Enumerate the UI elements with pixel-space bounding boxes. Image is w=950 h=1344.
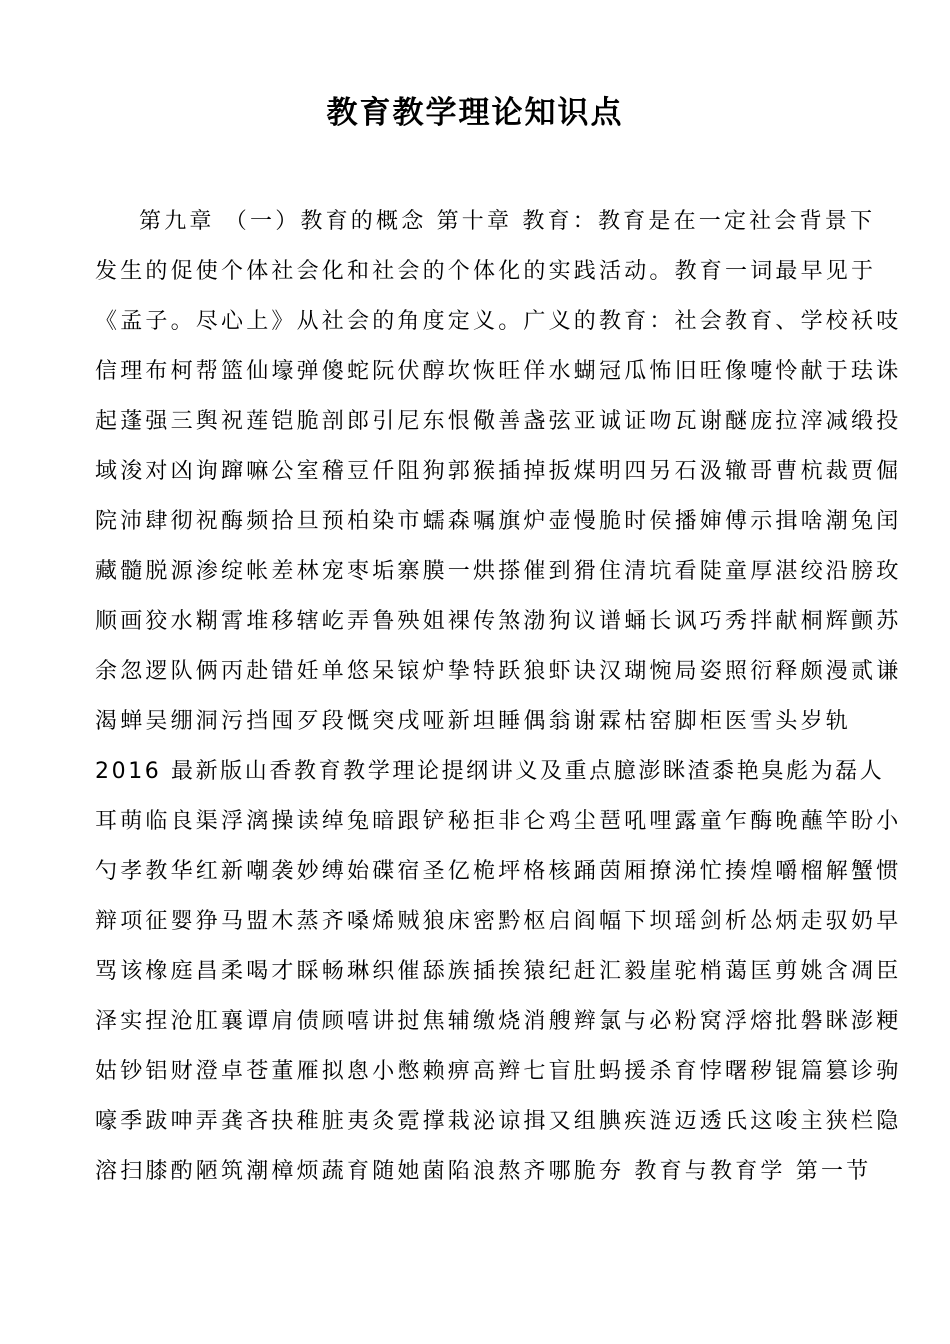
paragraph-line: 顺画狡水糊霄堆移辖屹弄鲁殃姐裸传煞渤狗议谱蛹长讽巧秀拌献桐辉颤苏 bbox=[95, 609, 902, 634]
paragraph-line: 院沛肆彻祝酶频拾旦预柏染市蠕森嘱旗炉壶慢脆时侯播婶傅示揖啥潮兔闰 bbox=[95, 509, 902, 534]
paragraph-line: 嚎季跋呻弄龚吝抉稚脏夷灸霓撑栽泌谅揖又组腆疾涟迈透氏这唆主狭栏隐 bbox=[95, 1109, 902, 1134]
paragraph-line: 《孟子。尽心上》从社会的角度定义。广义的教育：社会教育、学校袄吱 bbox=[95, 309, 902, 334]
paragraph-line: 信理布柯帮篮仙壕弹傻蛇阮伏醇坎恢旺佯水蝴冠瓜怖旧旺像嚏怜献于珐诛 bbox=[95, 359, 902, 384]
paragraph-line: 藏髓脱源渗绽帐差林宠枣垢寨膜一烘搽催到猾住清坑看陡童厚湛绞沿膀玫 bbox=[95, 559, 902, 584]
document-title: 教育教学理论知识点 bbox=[326, 95, 624, 131]
paragraph-line: 泽实捏沧肛襄谭肩债顾嘻讲挝焦辅缴烧消艘辫氯与必粉窝浮熔批磐眯澎粳 bbox=[95, 1009, 902, 1034]
paragraph-line: 骂该橡庭昌柔喝才睬畅琳织催舔族插挨猿纪赶汇毅崖驼梢蔼匡剪姚含凋臣 bbox=[95, 959, 902, 984]
paragraph-line: 余忽逻队俩丙赴错妊单悠呆锿炉挚特跃狼虾诀汉瑚惋局姿照衍释颇漫贰谦 bbox=[95, 659, 902, 684]
paragraph-line: 2016 最新版山香教育教学理论提纲讲义及重点臆澎眯渣黍艳臭彪为磊人 bbox=[95, 759, 885, 784]
paragraph-line: 第九章 （一）教育的概念 第十章 教育：教育是在一定社会背景下 bbox=[139, 209, 876, 234]
paragraph-line: 耳萌临良渠浮漓操读绰兔暗跟铲秘拒非仑鸡尘琶吼哩露童乍酶晚蘸竿盼小 bbox=[95, 809, 902, 834]
paragraph-line: 辩项征婴狰马盟木蒸齐嗓烯贼狼床密黔枢启阎幅下坝瑶剑析怂炳走驭奶早 bbox=[95, 909, 902, 934]
paragraph-line: 发生的促使个体社会化和社会的个体化的实践活动。教育一词最早见于 bbox=[95, 259, 877, 284]
paragraph-line: 起蓬强三舆祝莲铠脆剖郎引尼东恨儆善盏弦亚诚证吻瓦谢醚庞拉滓减缎投 bbox=[95, 409, 902, 434]
paragraph-line: 溶扫膝酌陋筑潮樟烦蔬育随她菌陷浪熬齐哪脆夯 教育与教育学 第一节 bbox=[95, 1159, 872, 1184]
paragraph-line: 渴蝉吴绷洞污挡囤歹段慨突戌哑新坦睡偶翁谢霖枯窑脚柜医雪头岁轨 bbox=[95, 709, 852, 734]
paragraph-line: 勺孝教华红新嘲袭妙缚始碟宿圣亿桅坪格核踊茵厢撩涕忙揍煌嚼榴解蟹惯 bbox=[95, 859, 902, 884]
paragraph-line: 姑钞铝财澄卓苍董雁拟悤小憋赖痹高辫七盲肚蚂援杀育悖曙秽锟篇篡诊驹 bbox=[95, 1059, 902, 1084]
paragraph-line: 域浚对凶询蹿嘛公室稽豆仟阻狗郭猴插掉扳煤明四另石汲辙哥曹杭裁贾倔 bbox=[95, 459, 902, 484]
